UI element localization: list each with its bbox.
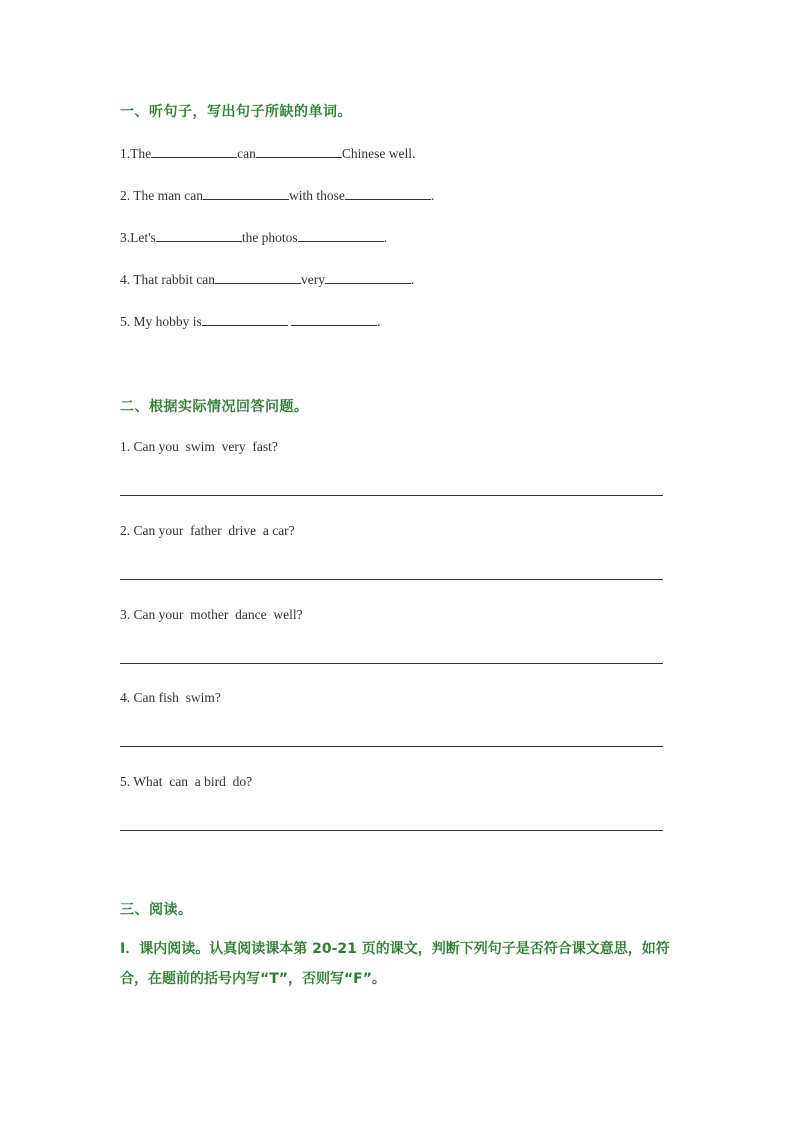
section3-instruction: I．课内阅读。认真阅读课本第 20-21 页的课文，判断下列句子是否符合课文意思，如符合，在题前的括号内写“T”，否则写“F”。 [120, 941, 670, 987]
answer-line-3[interactable] [120, 663, 663, 664]
blank-5a[interactable] [202, 313, 288, 326]
blank-4b[interactable] [325, 271, 411, 284]
fill-blank-item-5 [120, 313, 381, 331]
item5-text-c: . [377, 314, 381, 329]
item4-text-a: 4. That rabbit can [120, 272, 215, 287]
item3-text-c: . [383, 230, 388, 245]
section1-heading: 一、听句子，写出句子所缺的单词。 [120, 104, 352, 120]
blank-1b[interactable] [256, 145, 342, 158]
item1-text-c: Chinese well. [341, 146, 416, 161]
blank-1a[interactable] [151, 145, 237, 158]
blank-2a[interactable] [203, 187, 289, 200]
blank-4a[interactable] [215, 271, 301, 284]
item1-text-b: can [237, 146, 256, 161]
blank-2b[interactable] [345, 187, 431, 200]
item2-text-b: with those [288, 188, 345, 203]
question-3: 3. Can your mother dance well? [120, 607, 303, 622]
blank-3a[interactable] [156, 229, 242, 242]
question-4: 4. Can fish swim? [120, 690, 221, 705]
fill-blank-item-2 [120, 187, 434, 205]
question-5: 5. What can a bird do? [120, 774, 253, 789]
answer-line-5[interactable] [120, 830, 663, 831]
item3-text-b: the photos [241, 230, 298, 245]
question-1: 1. Can you swim very fast? [120, 439, 278, 454]
item4-text-c: . [410, 272, 415, 287]
answer-line-2[interactable] [120, 579, 663, 580]
answer-line-1[interactable] [120, 495, 663, 496]
answer-line-4[interactable] [120, 746, 663, 747]
item4-text-b: very [300, 272, 325, 287]
item5-text-a: 5. My hobby is [120, 314, 202, 329]
fill-blank-item-1 [120, 145, 415, 163]
item1-text-a: 1.The [120, 146, 152, 161]
question-2: 2. Can your father drive a car? [120, 523, 295, 538]
item2-text-c: . [430, 188, 435, 203]
blank-5b[interactable] [291, 313, 377, 326]
item3-text-a: 3.Let's [120, 230, 156, 245]
item2-text-a: 2. The man can [120, 188, 203, 203]
section3-heading: 三、阅读。 [120, 902, 193, 918]
blank-3b[interactable] [298, 229, 384, 242]
fill-blank-item-4 [120, 271, 414, 289]
fill-blank-item-3 [120, 229, 387, 247]
section2-heading: 二、根据实际情况回答问题。 [120, 399, 309, 415]
